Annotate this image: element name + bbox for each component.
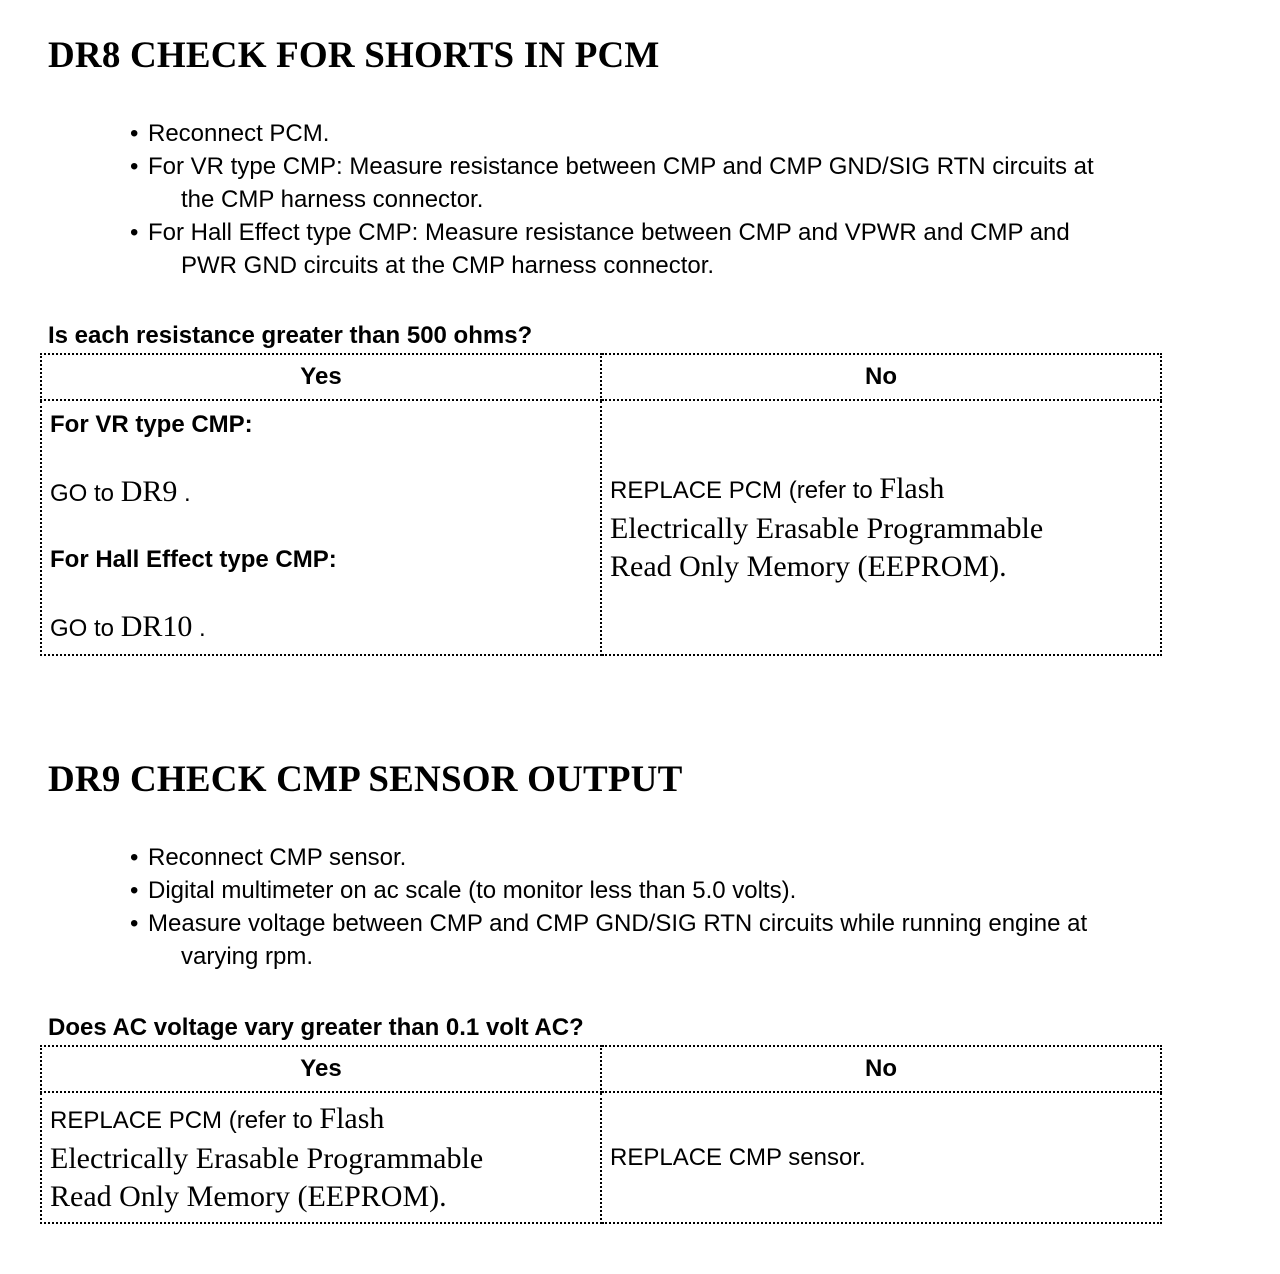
replace-pcm-prefix: REPLACE PCM (refer to <box>50 1106 320 1134</box>
hall-heading: For Hall Effect type CMP: <box>50 546 337 573</box>
vr-go-to <box>50 475 191 509</box>
table-header-row <box>41 1046 1161 1092</box>
dr9-steps-list <box>130 841 1260 973</box>
dr10-link[interactable]: DR10 <box>120 610 193 643</box>
bullet-icon: • <box>130 877 139 904</box>
list-item <box>130 117 1260 150</box>
dr8-question: Is each resistance greater than 500 ohms? <box>48 322 533 349</box>
bullet-icon: • <box>130 219 139 246</box>
step-text-continued: PWR GND circuits at the CMP harness connector. <box>181 252 715 279</box>
vr-heading: For VR type CMP: <box>50 411 253 438</box>
dr8-answer-table <box>40 353 1162 656</box>
dr8-title: DR8 CHECK FOR SHORTS IN PCM <box>48 35 660 76</box>
list-item <box>130 874 1260 907</box>
step-text-continued: varying rpm. <box>181 943 314 970</box>
table-row <box>41 400 1161 655</box>
step-text: For VR type CMP: Measure resistance between CMP and CMP GND/SIG RTN circuits at <box>148 153 1094 180</box>
go-to-prefix: GO to <box>50 615 121 642</box>
step-text: For Hall Effect type CMP: Measure resistance between CMP and VPWR and CMP and <box>148 219 1070 246</box>
step-text: Reconnect CMP sensor. <box>148 844 407 871</box>
step-text: Digital multimeter on ac scale (to monitor less than 5.0 volts). <box>148 877 797 904</box>
yes-column-header: Yes <box>41 1046 601 1092</box>
dr9-question: Does AC voltage vary greater than 0.1 volt AC? <box>48 1014 584 1041</box>
dr8-steps-list <box>130 117 1260 282</box>
yes-column-header: Yes <box>41 354 601 400</box>
yes-cell <box>41 400 601 655</box>
bullet-icon: • <box>130 153 139 180</box>
list-item <box>130 907 1260 973</box>
list-item <box>130 216 1260 282</box>
eeprom-text-line3[interactable]: Read Only Memory (EEPROM). <box>610 549 1007 583</box>
eeprom-text-line2[interactable]: Electrically Erasable Programmable <box>610 511 1044 545</box>
dr9-section <box>0 740 1280 1260</box>
eeprom-text-line3[interactable]: Read Only Memory (EEPROM). <box>50 1179 447 1213</box>
table-row <box>41 1092 1161 1223</box>
no-column-header: No <box>601 1046 1161 1092</box>
yes-cell <box>41 1092 601 1223</box>
list-item <box>130 841 1260 874</box>
step-text: Reconnect PCM. <box>148 120 330 147</box>
step-text: Measure voltage between CMP and CMP GND/SIG RTN circuits while running engine at <box>148 910 1088 937</box>
no-cell <box>601 400 1161 655</box>
dr9-title: DR9 CHECK CMP SENSOR OUTPUT <box>48 759 683 800</box>
flash-link[interactable]: Flash <box>319 1101 385 1135</box>
go-to-suffix: . <box>192 615 206 642</box>
step-text-continued: the CMP harness connector. <box>181 186 484 213</box>
bullet-icon: • <box>130 844 139 871</box>
no-column-header: No <box>601 354 1161 400</box>
replace-cmp-text: REPLACE CMP sensor. <box>610 1143 866 1171</box>
table-header-row <box>41 354 1161 400</box>
no-cell <box>601 1092 1161 1223</box>
flash-link[interactable]: Flash <box>879 471 945 505</box>
bullet-icon: • <box>130 910 139 937</box>
list-item <box>130 150 1260 216</box>
dr9-answer-table <box>40 1045 1162 1224</box>
hall-go-to <box>50 610 206 644</box>
go-to-suffix: . <box>177 480 191 507</box>
dr9-link[interactable]: DR9 <box>120 475 178 508</box>
go-to-prefix: GO to <box>50 480 121 507</box>
eeprom-text-line2[interactable]: Electrically Erasable Programmable <box>50 1141 484 1175</box>
bullet-icon: • <box>130 120 139 147</box>
replace-pcm-prefix: REPLACE PCM (refer to <box>610 476 880 504</box>
